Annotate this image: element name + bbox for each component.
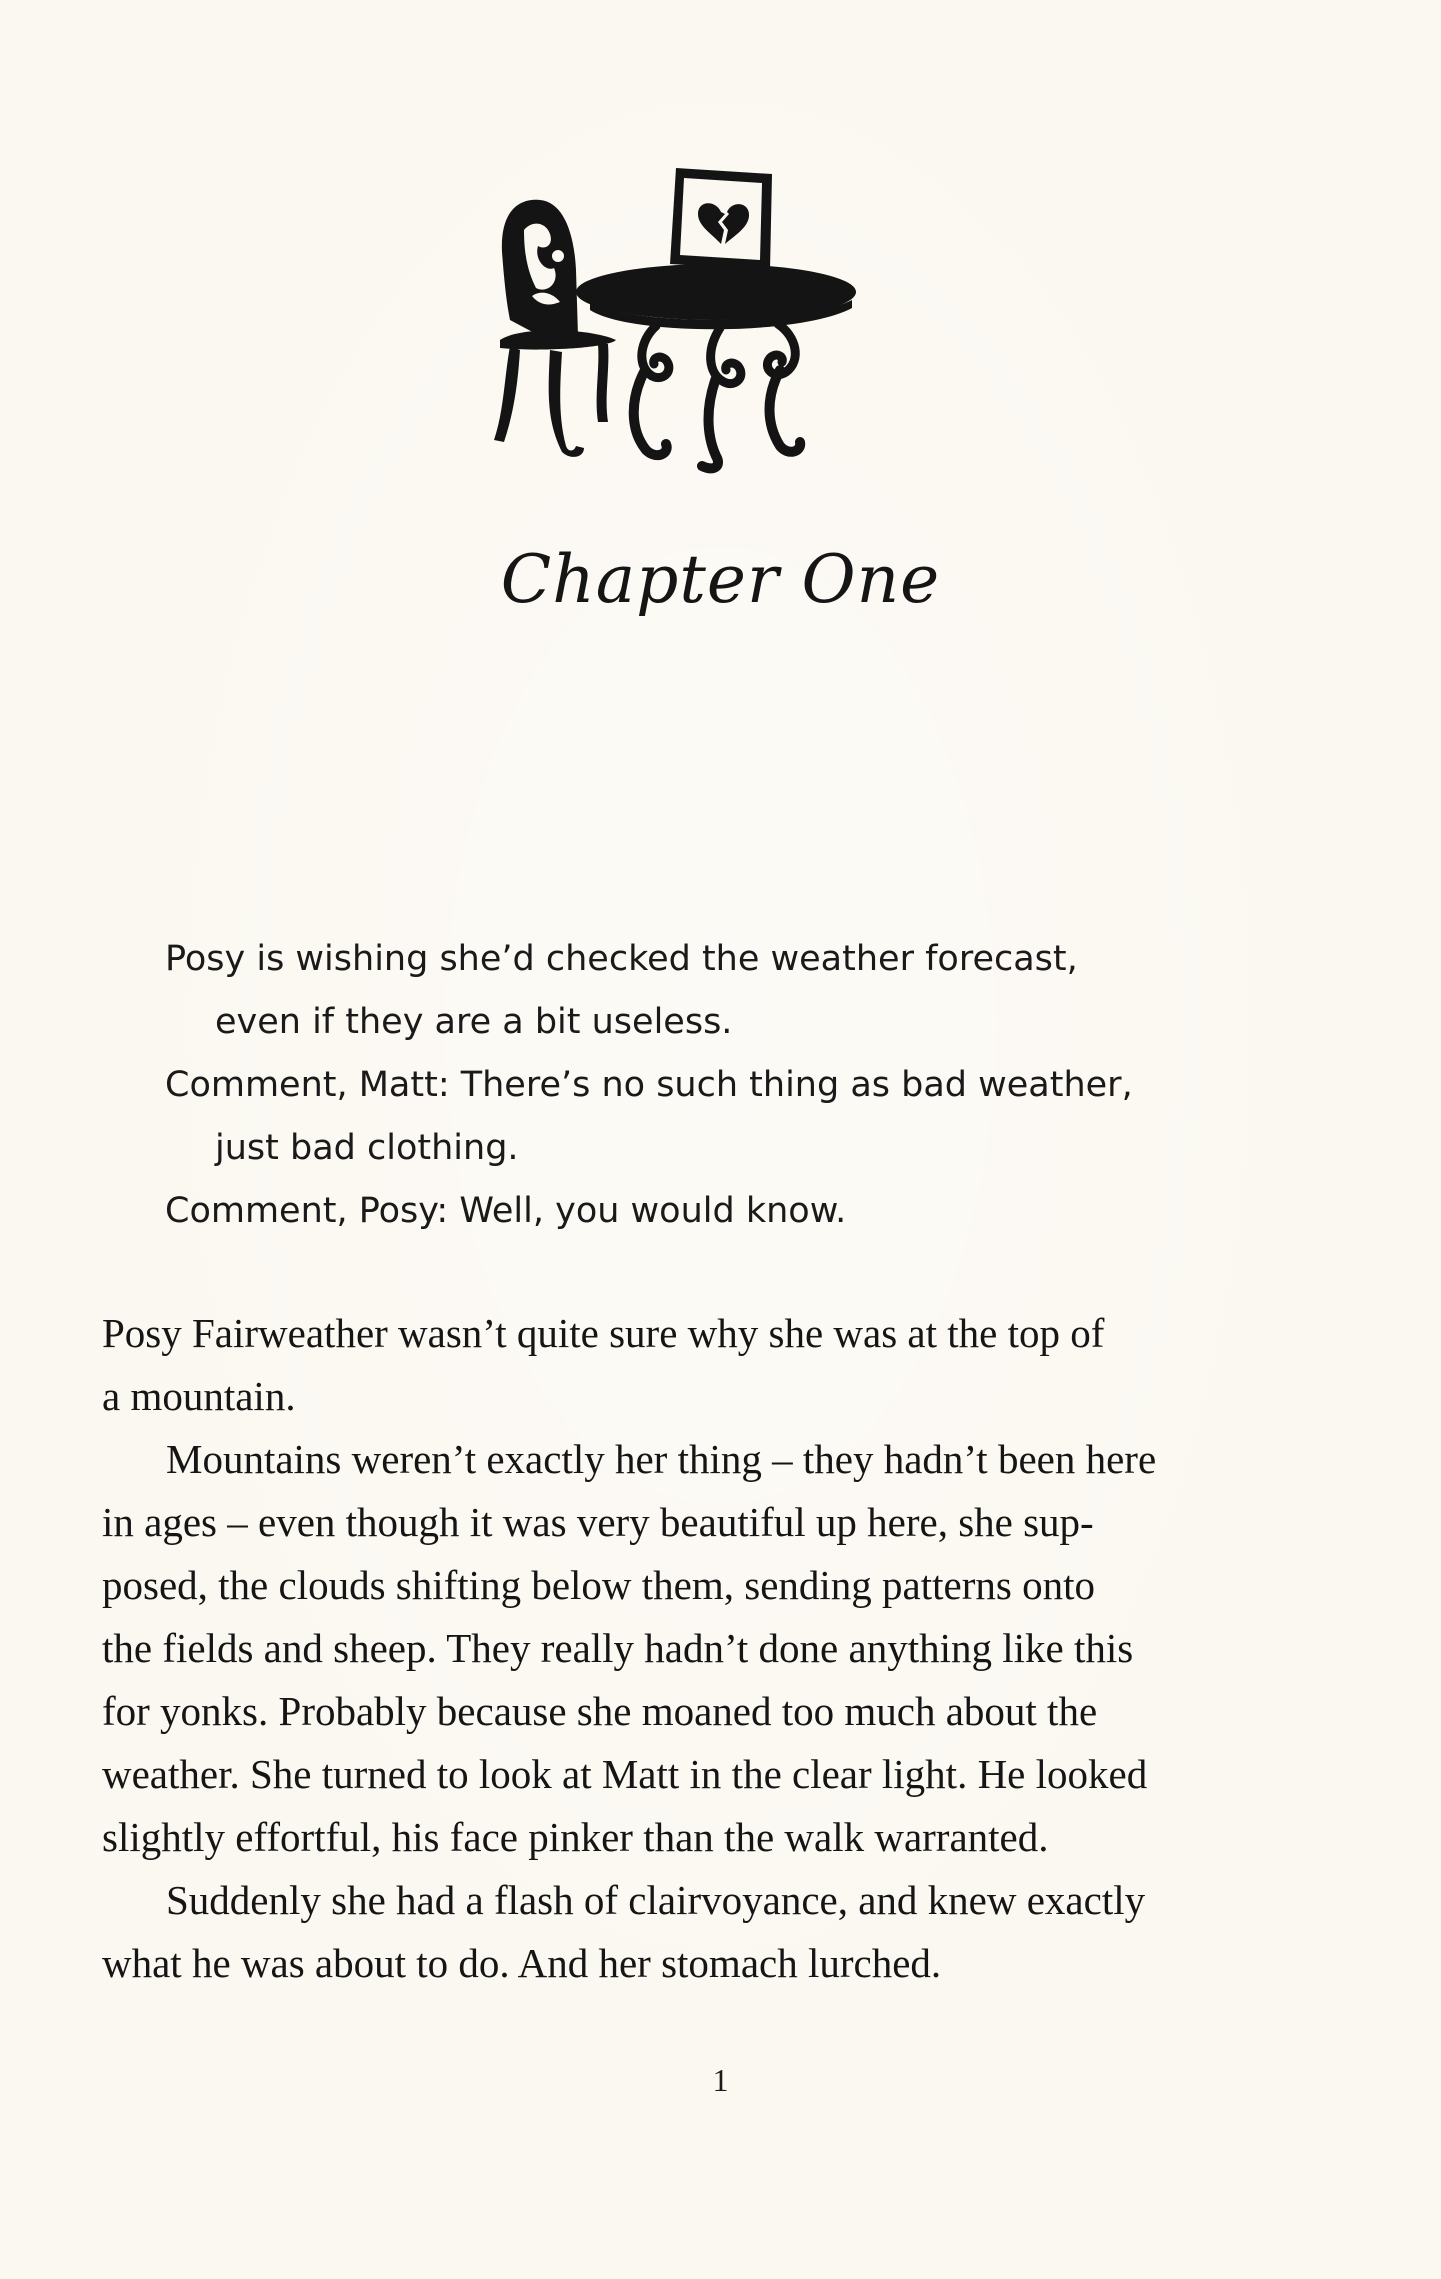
cafe-table-chair-laptop-icon — [480, 160, 900, 480]
body-text — [102, 1302, 1282, 1995]
status-post-block — [165, 928, 1305, 1243]
body-text-line: slightly effortful, his face pinker than the walk warranted. — [102, 1814, 1049, 1860]
status-post-line: just bad clothing. — [215, 1128, 519, 1168]
chapter-title: Chapter One — [500, 541, 941, 618]
status-post-line: Posy is wishing she’d checked the weather forecast, — [165, 939, 1078, 979]
body-text-line: in ages – even though it was very beautiful up here, she sup- — [102, 1499, 1094, 1545]
body-text-line: for yonks. Probably because she moaned too much about the — [102, 1688, 1098, 1734]
status-post-line: Comment, Matt: There’s no such thing as bad weather, — [165, 1065, 1133, 1105]
chair-icon — [494, 200, 616, 457]
status-post-line: Comment, Posy: Well, you would know. — [165, 1191, 847, 1231]
body-text-line: Posy Fairweather wasn’t quite sure why she was at the top of — [102, 1310, 1105, 1356]
body-text-line: weather. She turned to look at Matt in the clear light. He looked — [102, 1751, 1148, 1797]
table-icon — [576, 264, 856, 468]
body-text-line: what he was about to do. And her stomach lurched. — [102, 1940, 942, 1986]
body-text-line: a mountain. — [102, 1373, 296, 1419]
body-text-line: Suddenly she had a flash of clairvoyance, and knew exactly — [166, 1877, 1146, 1923]
body-text-line: the fields and sheep. They really hadn’t done anything like this — [102, 1625, 1134, 1671]
page-number: 1 — [712, 2062, 729, 2098]
body-text-line: Mountains weren’t exactly her thing – they hadn’t been here — [166, 1436, 1157, 1482]
status-post-line: even if they are a bit useless. — [215, 1002, 733, 1042]
body-text-line: posed, the clouds shifting below them, sending patterns onto — [102, 1562, 1095, 1608]
